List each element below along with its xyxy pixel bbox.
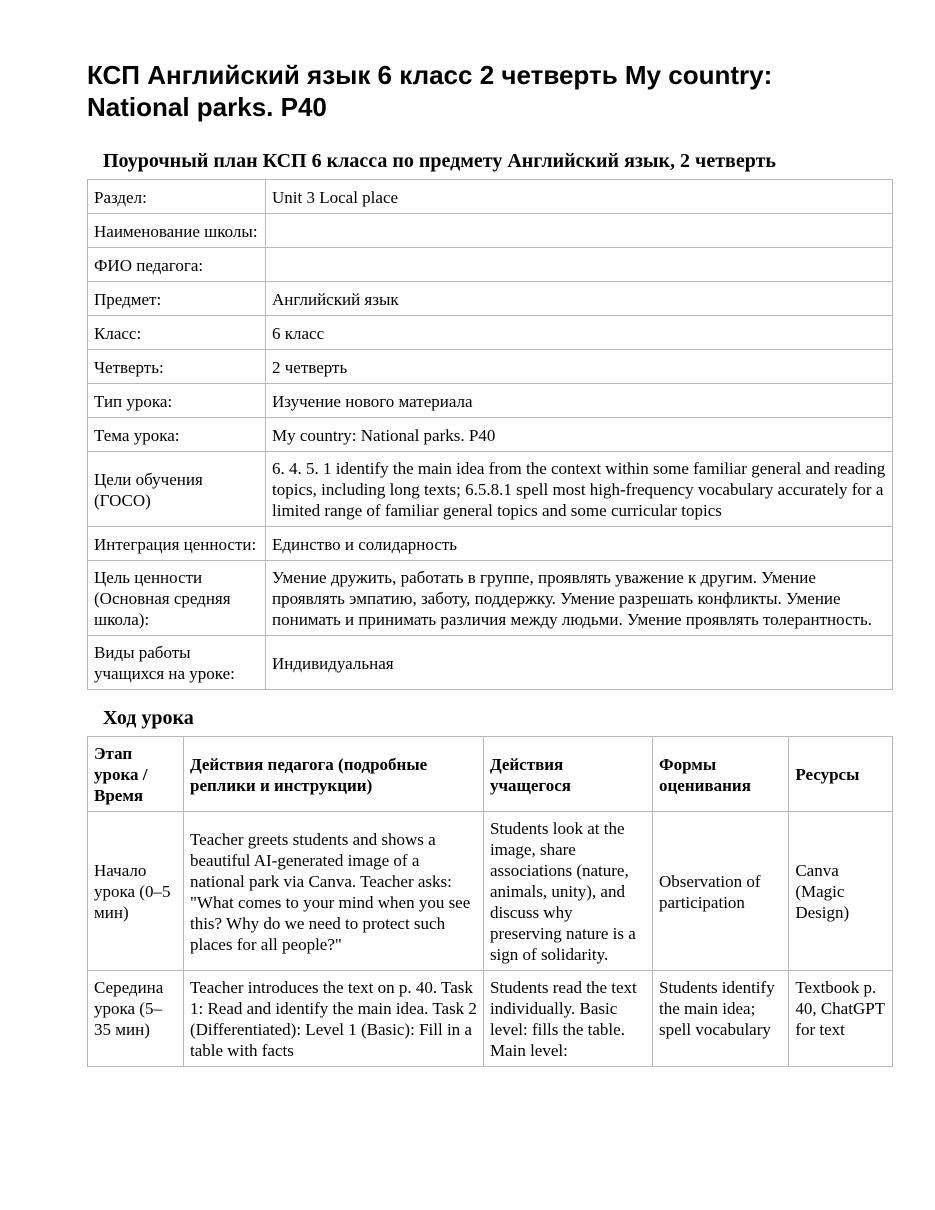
info-label: ФИО педагога: <box>88 248 266 282</box>
info-label: Тип урока: <box>88 384 266 418</box>
info-row <box>88 636 893 690</box>
document-page <box>87 0 893 1067</box>
info-label: Цели обучения (ГОСО) <box>88 452 266 527</box>
header-student-actions: Действия учащегося <box>483 737 652 812</box>
header-resources: Ресурсы <box>789 737 893 812</box>
header-teacher-actions: Действия педагога (подробные реплики и инструкции) <box>183 737 483 812</box>
assessment-cell: Observation of participation <box>653 812 789 971</box>
info-value: 2 четверть <box>266 350 893 384</box>
info-row <box>88 527 893 561</box>
info-row <box>88 214 893 248</box>
info-row <box>88 452 893 527</box>
info-row <box>88 384 893 418</box>
info-value: Единство и солидарность <box>266 527 893 561</box>
lesson-info-table <box>87 179 893 690</box>
stage-cell: Начало урока (0–5 мин) <box>88 812 184 971</box>
info-value: My country: National parks. P40 <box>266 418 893 452</box>
info-value: Английский язык <box>266 282 893 316</box>
flow-row-middle <box>88 971 893 1067</box>
assessment-cell: Students identify the main idea; spell vocabulary <box>653 971 789 1067</box>
info-row <box>88 248 893 282</box>
info-value <box>266 214 893 248</box>
info-label: Тема урока: <box>88 418 266 452</box>
info-row <box>88 418 893 452</box>
header-assessment: Формы оценивания <box>653 737 789 812</box>
student-actions-cell: Students look at the image, share associations (nature, animals, unity), and discuss why preserving nature is a sign of solidarity. <box>483 812 652 971</box>
stage-cell: Середина урока (5–35 мин) <box>88 971 184 1067</box>
document-title: КСП Английский язык 6 класс 2 четверть My country: National parks. P40 <box>87 60 773 122</box>
info-row <box>88 180 893 214</box>
info-value: Индивидуальная <box>266 636 893 690</box>
info-value: Умение дружить, работать в группе, проявлять уважение к другим. Умение проявлять эмпатию, заботу, поддержку. Умение разрешать конфликты. Умение понимать и принимать различия между людьми. Умение проявлять толерантность. <box>266 561 893 636</box>
resources-cell: Textbook p. 40, ChatGPT for text <box>789 971 893 1067</box>
info-row <box>88 350 893 384</box>
lesson-flow-table <box>87 736 893 1067</box>
lesson-plan-heading: Поурочный план КСП 6 класса по предмету Английский язык, 2 четверть <box>103 150 776 172</box>
flow-row-start <box>88 812 893 971</box>
info-value: Изучение нового материала <box>266 384 893 418</box>
info-row <box>88 316 893 350</box>
info-label: Интеграция ценности: <box>88 527 266 561</box>
info-row <box>88 282 893 316</box>
lesson-flow-heading: Ход урока <box>103 707 194 729</box>
info-label: Виды работы учащихся на уроке: <box>88 636 266 690</box>
teacher-actions-cell: Teacher introduces the text on p. 40. Task 1: Read and identify the main idea. Task 2 (Differentiated): Level 1 (Basic): Fill in a table with facts <box>183 971 483 1067</box>
info-label: Наименование школы: <box>88 214 266 248</box>
info-label: Класс: <box>88 316 266 350</box>
info-label: Четверть: <box>88 350 266 384</box>
resources-cell: Canva (Magic Design) <box>789 812 893 971</box>
info-label: Цель ценности (Основная средняя школа): <box>88 561 266 636</box>
info-label: Раздел: <box>88 180 266 214</box>
info-value: 6. 4. 5. 1 identify the main idea from the context within some familiar general and reading topics, including long texts; 6.5.8.1 spell most high-frequency vocabulary accurately for a limited range of familiar general topics and some curricular topics <box>266 452 893 527</box>
header-stage: Этап урока / Время <box>88 737 184 812</box>
info-label: Предмет: <box>88 282 266 316</box>
flow-header-row <box>88 737 893 812</box>
teacher-actions-cell: Teacher greets students and shows a beautiful AI-generated image of a national park via Canva. Teacher asks: "What comes to your mind when you see this? Why do we need to protect such places for all people?" <box>183 812 483 971</box>
info-value <box>266 248 893 282</box>
student-actions-cell: Students read the text individually. Basic level: fills the table. Main level: <box>483 971 652 1067</box>
info-value: Unit 3 Local place <box>266 180 893 214</box>
info-row <box>88 561 893 636</box>
info-value: 6 класс <box>266 316 893 350</box>
